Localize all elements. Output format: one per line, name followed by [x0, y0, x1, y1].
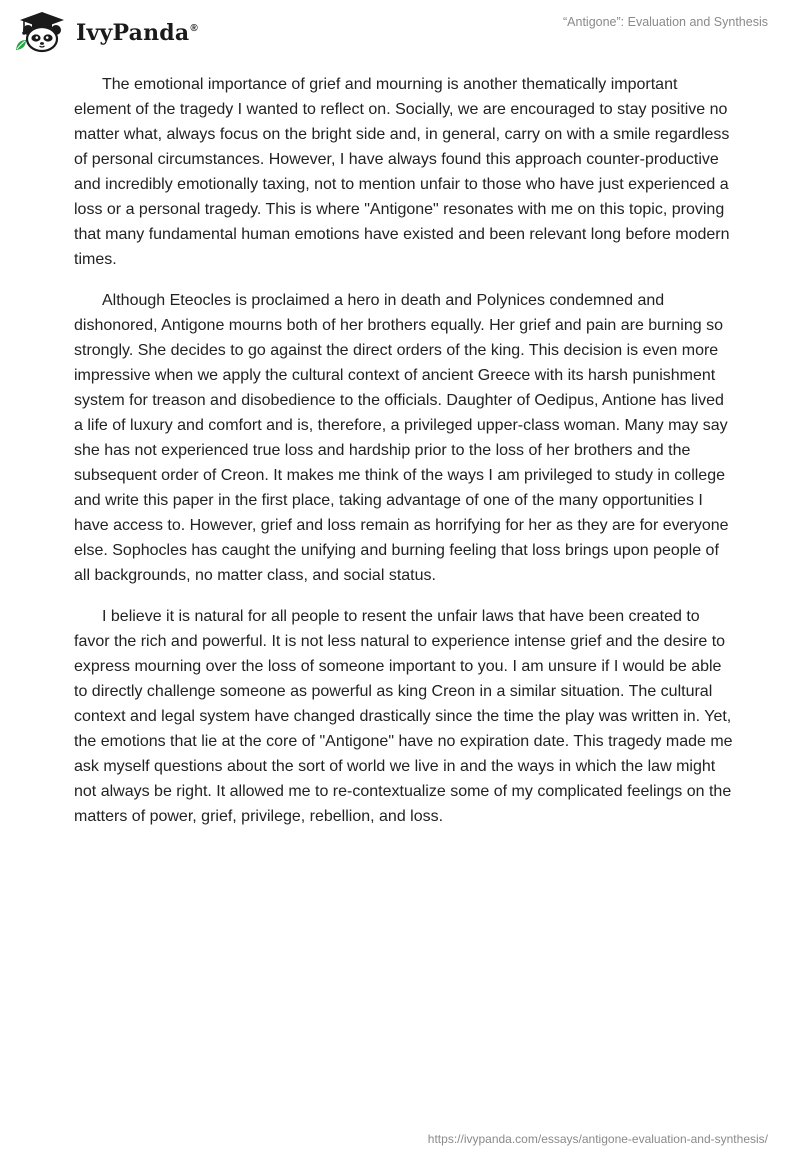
paragraph: I believe it is natural for all people to resent the unfair laws that have been created to favor the rich and powerful. It is not less natural to experience intense grief and the desire to express mourning over the loss of someone important to you. I am unsure if I would be able to directly challenge someone as powerful as king Creon in a similar situation. The cultural context and legal system have changed drastically since the time the play was written in. Yet, the emotions that lie at the core of "Antigone" have no expiration date. This tragedy made me ask myself questions about the sort of world we live in and the ways in which the law might not always be right. It allowed me to re-contextualize some of my complicated feelings on the matters of power, grief, privilege, rebellion, and loss.: [74, 608, 733, 825]
page-header: [0, 0, 800, 62]
paragraph: The emotional importance of grief and mourning is another thematically important element of the tragedy I wanted to reflect on. Socially, we are encouraged to stay positive no matter what, always focus on the bright side and, in general, carry on with a smile regardless of personal circumstances. However, I have always found this approach counter-productive and incredibly emotionally taxing, not to mention unfair to those who have just experienced a loss or a personal tragedy. This is where "Antigone" resonates with me on this topic, proving that many fundamental human emotions have existed and been relevant long before modern times.: [74, 76, 730, 268]
panda-graduate-icon: [14, 10, 70, 54]
source-url-link[interactable]: https://ivypanda.com/essays/antigone-evaluation-and-synthesis/: [427, 1132, 768, 1146]
document-title: “Antigone”: Evaluation and Synthesis: [563, 15, 768, 29]
ivypanda-logo[interactable]: [14, 10, 198, 54]
paragraph: Although Eteocles is proclaimed a hero in death and Polynices condemned and dishonored, Antigone mourns both of her brothers equally. Her grief and pain are burning so strongly. She decides to go against the direct orders of the king. This decision is even more impressive when we apply the cultural context of ancient Greece with its harsh punishment system for treason and disobedience to the officials. Daughter of Oedipus, Antione has lived a life of luxury and comfort and is, therefore, a privileged upper-class woman. Many may say she has not experienced true loss and hardship prior to the loss of her brothers and the subsequent order of Creon. It makes me think of the ways I am privileged to study in college and write this paper in the first place, taking advantage of one of the many opportunities I have access to. However, grief and loss remain as horrifying for her as they are for everyone else. Sophocles has caught the unifying and burning feeling that loss brings upon people of all backgrounds, no matter class, and social status.: [74, 292, 729, 584]
brand-name: IvyPanda®: [76, 20, 198, 46]
essay-body: [74, 72, 734, 845]
registered-mark: ®: [190, 23, 198, 34]
